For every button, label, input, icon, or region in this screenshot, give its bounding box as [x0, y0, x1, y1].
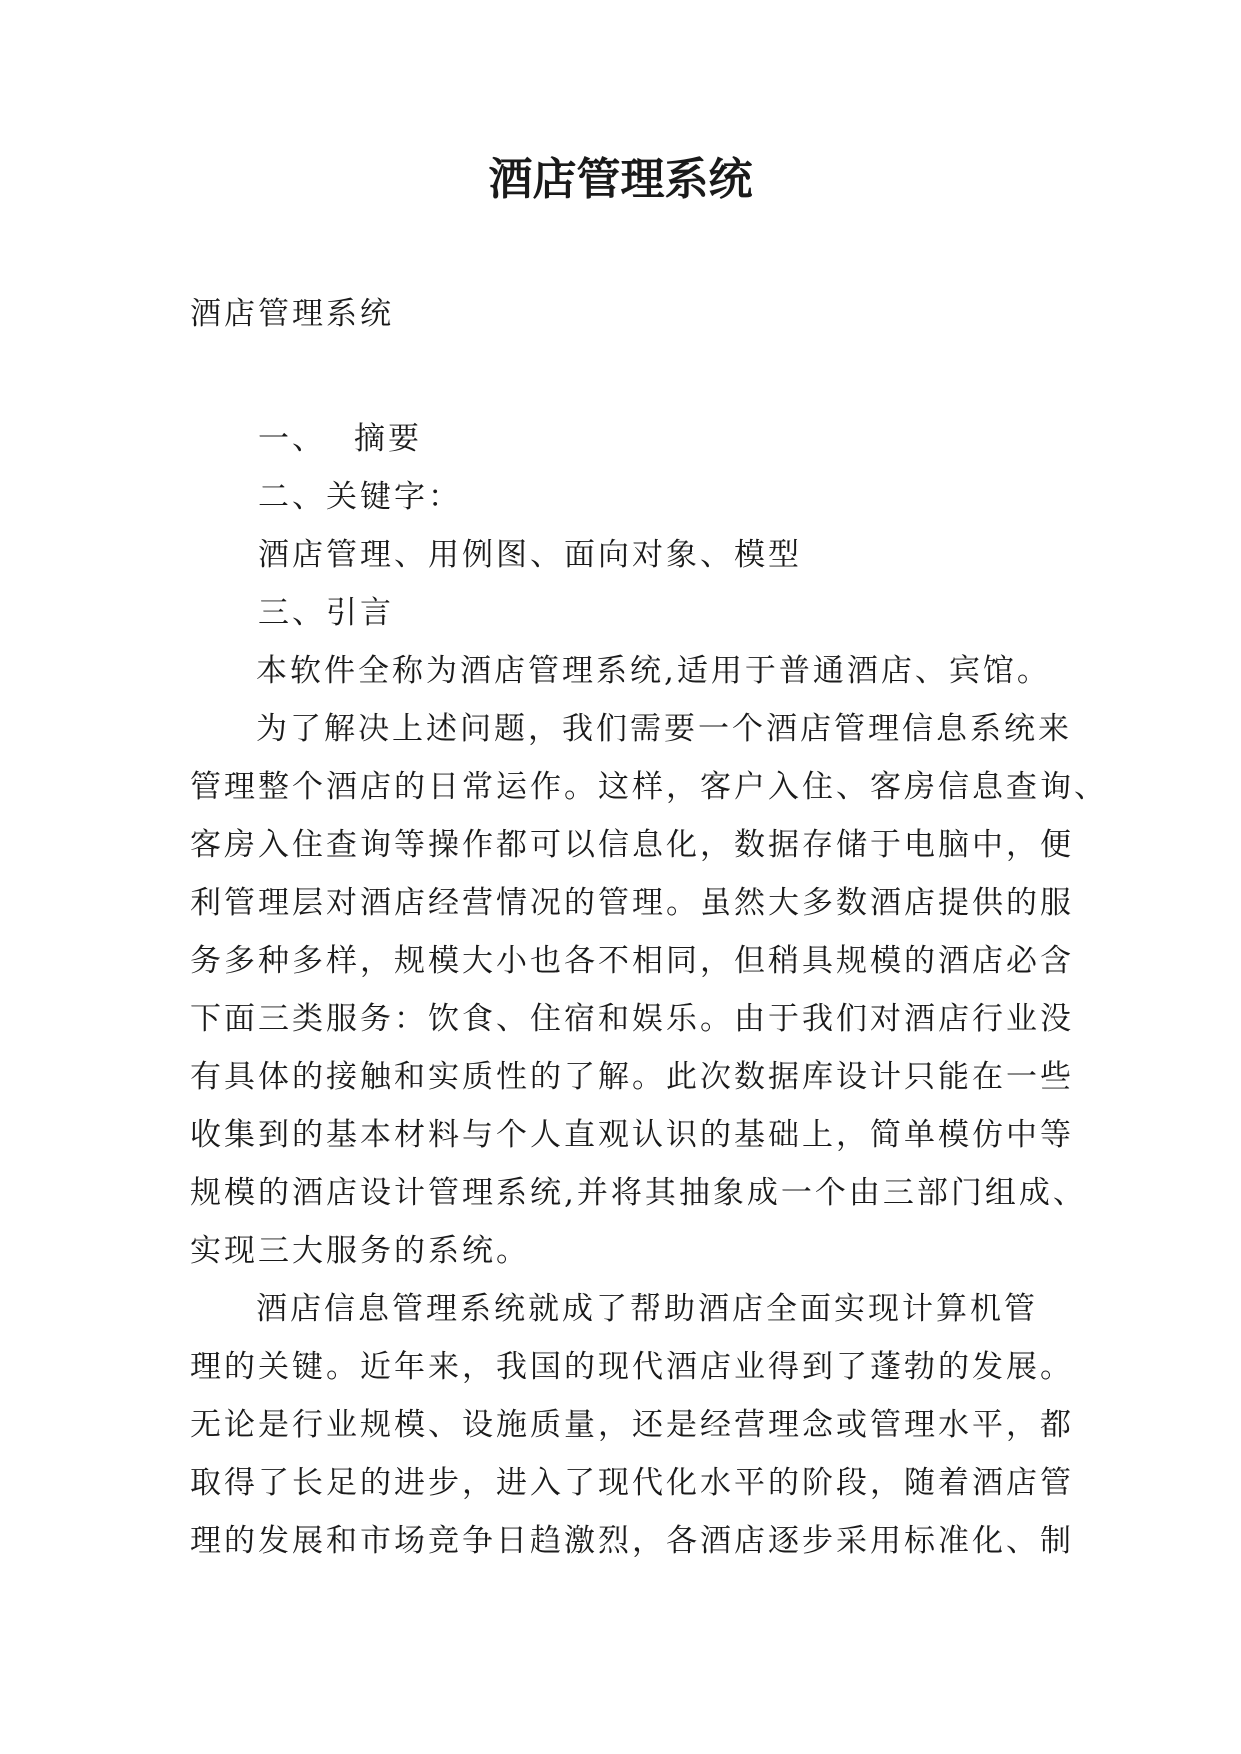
- paragraph-line: 规模的酒店设计管理系统,并将其抽象成一个由三部门组成、: [190, 1175, 1087, 1211]
- section-list: [258, 410, 802, 642]
- keywords-line: [258, 526, 802, 584]
- paragraph-line: 酒店信息管理系统就成了帮助酒店全面实现计算机管: [256, 1291, 1038, 1327]
- section-label: 摘要: [354, 421, 422, 457]
- paragraph-line: 理的关键。近年来，我国的现代酒店业得到了蓬勃的发展。: [190, 1349, 1074, 1385]
- paragraph-line: 理的发展和市场竞争日趋激烈，各酒店逐步采用标准化、制: [190, 1523, 1074, 1559]
- paragraph-line: 收集到的基本材料与个人直观认识的基础上，简单模仿中等: [190, 1117, 1074, 1153]
- paragraph: [190, 1280, 1074, 1570]
- paragraph-line: 利管理层对酒店经营情况的管理。虽然大多数酒店提供的服: [190, 885, 1074, 921]
- section-item-introduction: [258, 584, 802, 642]
- section-item-keywords: [258, 468, 802, 526]
- document-body: [190, 642, 1108, 1570]
- section-label: 二、关键字：: [258, 479, 462, 515]
- paragraph-line: 有具体的接触和实质性的了解。此次数据库设计只能在一些: [190, 1059, 1074, 1095]
- paragraph-line: 务多种多样，规模大小也各不相同，但稍具规模的酒店必含: [190, 943, 1074, 979]
- paragraph-line: 无论是行业规模、设施质量，还是经营理念或管理水平，都: [190, 1407, 1074, 1443]
- section-marker: 一、: [258, 421, 326, 457]
- paragraph: [190, 642, 1060, 700]
- paragraph-line: 下面三类服务：饮食、住宿和娱乐。由于我们对酒店行业没: [190, 1001, 1074, 1037]
- paragraph-line: 客房入住查询等操作都可以信息化，数据存储于电脑中，便: [190, 827, 1074, 863]
- keywords-text: 酒店管理、用例图、面向对象、模型: [258, 537, 802, 573]
- paragraph-line: 为了解决上述问题，我们需要一个酒店管理信息系统来: [256, 711, 1072, 747]
- document-title: 酒店管理系统: [488, 154, 753, 205]
- paragraph-line: 实现三大服务的系统。: [190, 1233, 530, 1269]
- section-item-abstract: [258, 410, 802, 468]
- section-label: 三、引言: [258, 595, 394, 631]
- document-subtitle: 酒店管理系统: [190, 296, 394, 332]
- paragraph-line: 管理整个酒店的日常运作。这样，客户入住、客房信息查询、: [190, 769, 1108, 805]
- paragraph-line: 本软件全称为酒店管理系统,适用于普通酒店、宾馆。: [256, 653, 1051, 689]
- paragraph-line: 取得了长足的进步，进入了现代化水平的阶段，随着酒店管: [190, 1465, 1074, 1501]
- paragraph: [190, 700, 1108, 1280]
